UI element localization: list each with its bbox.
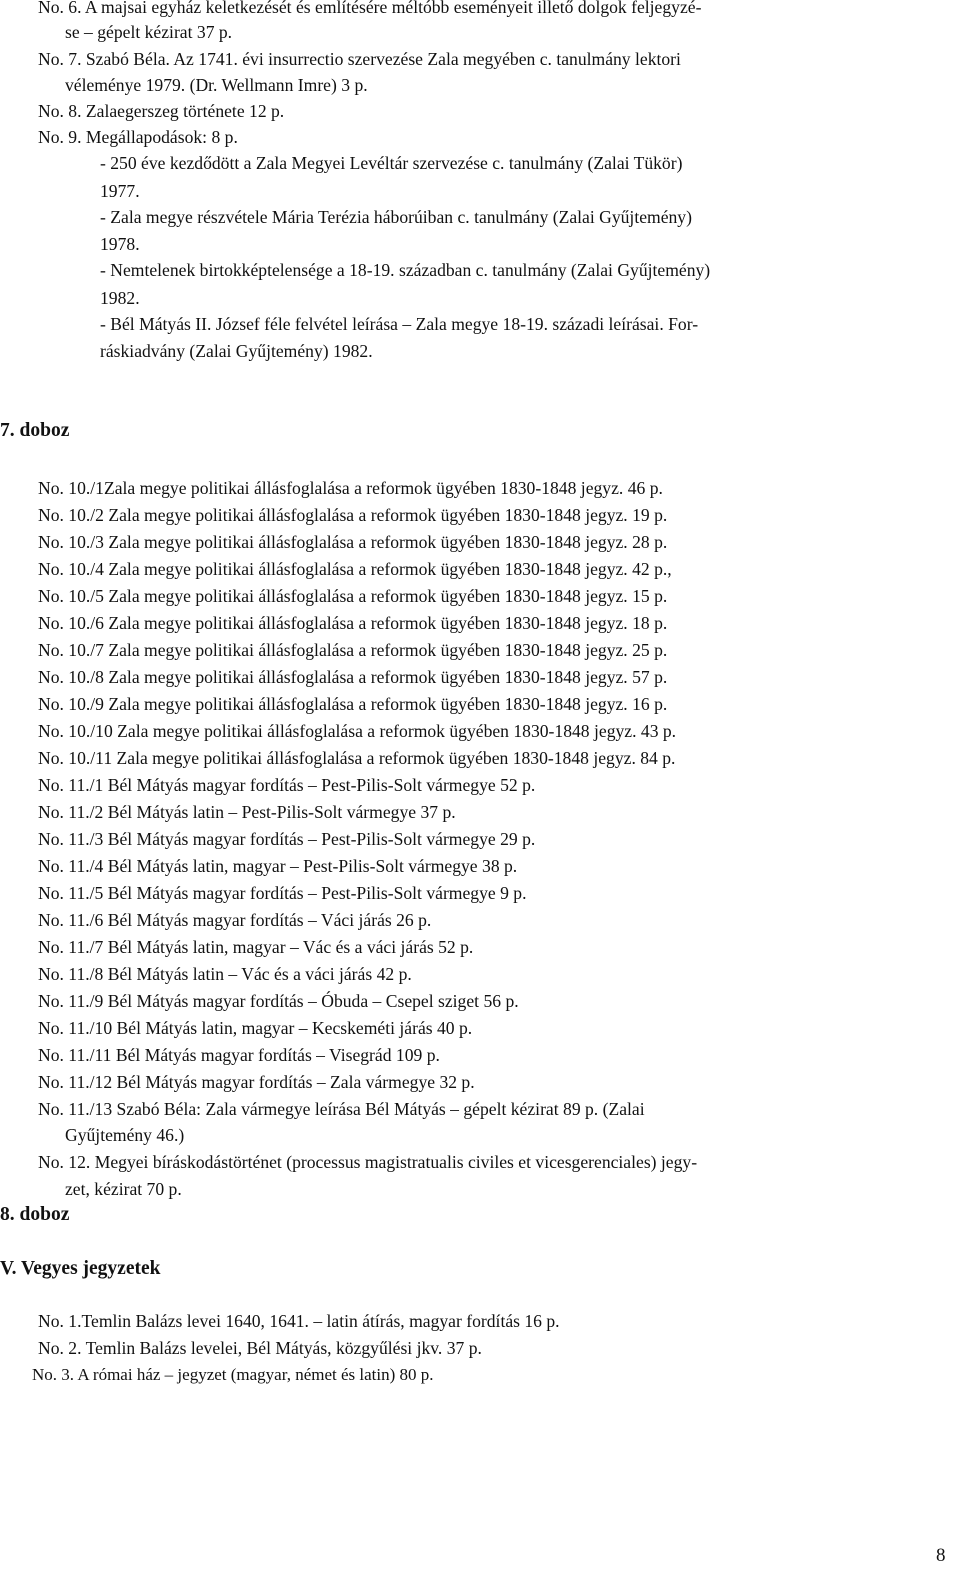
list-item-13-line-2: Gyűjtemény 46.) [65, 1125, 185, 1145]
sub-entry-4-line-2: ráskiadvány (Zalai Gyűjtemény) 1982. [100, 341, 373, 361]
list-item: No. 10./8 Zala megye politikai állásfoglalása a reformok ügyében 1830-1848 jegyz. 57 p. [38, 667, 668, 687]
list-item: No. 10./6 Zala megye politikai állásfoglalása a reformok ügyében 1830-1848 jegyz. 18 p. [38, 613, 668, 633]
list-item: No. 11./12 Bél Mátyás magyar fordítás – Zala vármegye 32 p. [38, 1072, 475, 1092]
list-item: No. 10./7 Zala megye politikai állásfoglalása a reformok ügyében 1830-1848 jegyz. 25 p. [38, 640, 668, 660]
list-item: No. 10./5 Zala megye politikai állásfoglalása a reformok ügyében 1830-1848 jegyz. 15 p. [38, 586, 668, 606]
entry-no-6-line-2: se – gépelt kézirat 37 p. [65, 22, 233, 42]
list-item: No. 10./1Zala megye politikai állásfoglalása a reformok ügyében 1830-1848 jegyz. 46 p. [38, 478, 663, 498]
entry-no-7-line-1: No. 7. Szabó Béla. Az 1741. évi insurrectio szervezése Zala megyében c. tanulmány lektori [38, 49, 681, 69]
sub-entry-1-line-2: 1977. [100, 181, 140, 201]
list-item: No. 11./9 Bél Mátyás magyar fordítás – Óbuda – Csepel sziget 56 p. [38, 991, 519, 1011]
list-item: No. 1.Temlin Balázs levei 1640, 1641. – latin átírás, magyar fordítás 16 p. [38, 1311, 560, 1331]
list-item: No. 11./6 Bél Mátyás magyar fordítás – Váci járás 26 p. [38, 910, 432, 930]
list-item: No. 11./4 Bél Mátyás latin, magyar – Pest-Pilis-Solt vármegye 38 p. [38, 856, 518, 876]
entry-no-9: No. 9. Megállapodások: 8 p. [38, 127, 238, 147]
list-item: No. 10./4 Zala megye politikai állásfoglalása a reformok ügyében 1830-1848 jegyz. 42 p., [38, 559, 672, 579]
entry-no-7-line-2: véleménye 1979. (Dr. Wellmann Imre) 3 p. [65, 75, 368, 95]
section-v-heading: V. Vegyes jegyzetek [0, 1258, 161, 1279]
box-7-heading: 7. doboz [0, 420, 70, 441]
list-item: No. 11./10 Bél Mátyás latin, magyar – Kecskeméti járás 40 p. [38, 1018, 473, 1038]
list-item: No. 11./7 Bél Mátyás latin, magyar – Vác és a váci járás 52 p. [38, 937, 474, 957]
list-item: No. 3. A római ház – jegyzet (magyar, német és latin) 80 p. [32, 1365, 434, 1384]
list-item: No. 11./3 Bél Mátyás magyar fordítás – Pest-Pilis-Solt vármegye 29 p. [38, 829, 536, 849]
list-item: No. 11./11 Bél Mátyás magyar fordítás – Visegrád 109 p. [38, 1045, 440, 1065]
list-item: No. 11./1 Bél Mátyás magyar fordítás – Pest-Pilis-Solt vármegye 52 p. [38, 775, 536, 795]
sub-entry-4-line-1: - Bél Mátyás II. József féle felvétel leírása – Zala megye 18-19. századi leírásai. For- [100, 314, 699, 334]
sub-entry-3-line-2: 1982. [100, 288, 140, 308]
list-item: No. 10./3 Zala megye politikai állásfoglalása a reformok ügyében 1830-1848 jegyz. 28 p. [38, 532, 668, 552]
entry-no-8: No. 8. Zalaegerszeg története 12 p. [38, 101, 285, 121]
list-item: No. 10./11 Zala megye politikai állásfoglalása a reformok ügyében 1830-1848 jegyz. 84 p. [38, 748, 676, 768]
entry-no-6-line-1: No. 6. A majsai egyház keletkezését és említésére méltóbb eseményeit illető dolgok feljegyzé- [38, 0, 702, 17]
sub-entry-2-line-1: - Zala megye részvétele Mária Terézia háborúiban c. tanulmány (Zalai Gyűjtemény) [100, 207, 692, 227]
list-item-12-line-1: No. 12. Megyei bíráskodástörténet (processus magistratualis civiles et vicesgerenciales) jegy- [38, 1152, 698, 1172]
list-item: No. 2. Temlin Balázs levelei, Bél Mátyás, közgyűlési jkv. 37 p. [38, 1338, 482, 1358]
sub-entry-3-line-1: - Nemtelenek birtokképtelensége a 18-19. században c. tanulmány (Zalai Gyűjtemény) [100, 260, 711, 280]
list-item: No. 10./9 Zala megye politikai állásfoglalása a reformok ügyében 1830-1848 jegyz. 16 p. [38, 694, 668, 714]
list-item: No. 10./10 Zala megye politikai állásfoglalása a reformok ügyében 1830-1848 jegyz. 43 p. [38, 721, 677, 741]
list-item-13-line-1: No. 11./13 Szabó Béla: Zala vármegye leírása Bél Mátyás – gépelt kézirat 89 p. (Zalai [38, 1099, 645, 1119]
page-number: 8 [936, 1545, 946, 1566]
sub-entry-1-line-1: - 250 éve kezdődött a Zala Megyei Levéltár szervezése c. tanulmány (Zalai Tükör) [100, 153, 683, 173]
list-item-12-line-2: zet, kézirat 70 p. [65, 1179, 182, 1199]
list-item: No. 11./5 Bél Mátyás magyar fordítás – Pest-Pilis-Solt vármegye 9 p. [38, 883, 527, 903]
sub-entry-2-line-2: 1978. [100, 234, 140, 254]
list-item: No. 11./8 Bél Mátyás latin – Vác és a váci járás 42 p. [38, 964, 412, 984]
box-8-heading: 8. doboz [0, 1204, 70, 1225]
list-item: No. 11./2 Bél Mátyás latin – Pest-Pilis-Solt vármegye 37 p. [38, 802, 456, 822]
list-item: No. 10./2 Zala megye politikai állásfoglalása a reformok ügyében 1830-1848 jegyz. 19 p. [38, 505, 668, 525]
